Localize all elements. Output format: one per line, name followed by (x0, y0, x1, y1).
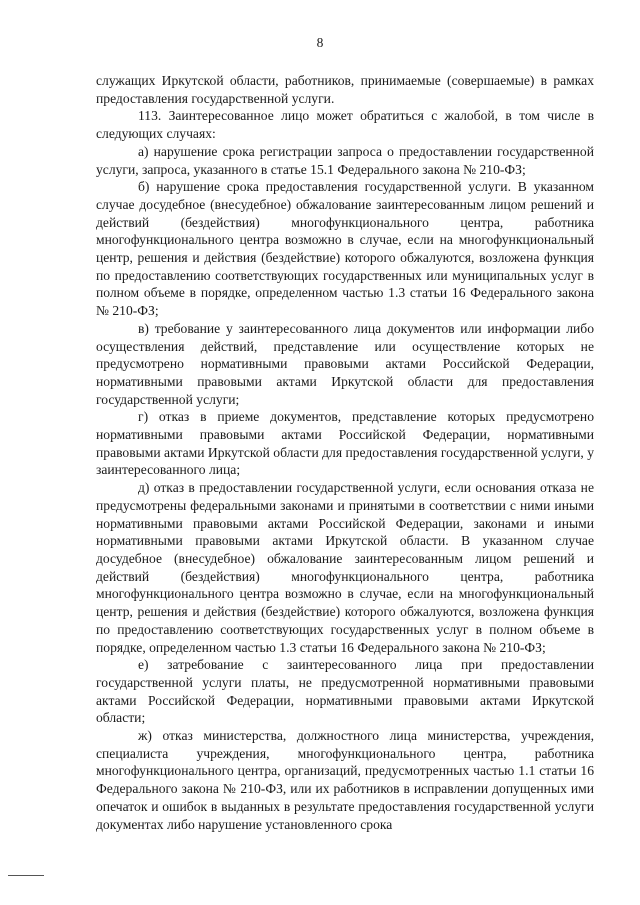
document-body (96, 72, 594, 833)
paragraph-continuation: служащих Иркутской области, работников, принимаемые (совершаемые) в рамках предоставления государственной услуги. (96, 73, 594, 106)
list-item-v: в) требование у заинтересованного лица документов или информации либо осуществления действий, представление или осуществление которых не предусмотрено нормативными правовыми актами Российской Федерации, нормативными правовыми актами Иркутской области для предоставления государственной услуги; (96, 320, 594, 407)
list-item-g: г) отказ в приеме документов, представление которых предусмотрено нормативными правовыми актами Российской Федерации, нормативными правовыми актами Иркутской области для предоставления государственной услуги, у заинтересованного лица; (96, 409, 595, 478)
list-item-zh: ж) отказ министерства, должностного лица министерства, учреждения, специалиста учреждения, многофункционального центра, работника многофункционального центра, организаций, предусмотренных частью 1.1 статьи 16 Федерального закона № 210-ФЗ, или их работников в исправлении допущенных ими опечаток и ошибок в выданных в результате предоставления государственной услуги документах либо нарушение установленного срока (96, 728, 594, 832)
list-item-a: а) нарушение срока регистрации запроса о предоставлении государственной услуги, запроса, указанного в статье 15.1 Федерального закона № 210-ФЗ; (96, 143, 594, 177)
list-item-e: е) затребование с заинтересованного лица при предоставлении государственной услуги платы, не предусмотренной нормативными правовыми актами Российской Федерации, нормативными правовыми актами Иркутской области; (96, 657, 594, 726)
paragraph-113: 113. Заинтересованное лицо может обратиться с жалобой, в том числе в следующих случаях: (96, 108, 594, 142)
footer-divider (8, 875, 44, 876)
list-item-b: б) нарушение срока предоставления государственной услуги. В указанном случае досудебное (внесудебное) обжалование заинтересованным лицом решений и действий (бездействия) многофункционального центра, работника многофункционального центра возможно в случае, если на многофункциональный центр, решения и действия (бездействие) которого обжалуются, возложена функция по предоставлению соответствующих государственных или муниципальных услуг в полном объеме в порядке, определенном частью 1.3 статьи 16 Федерального закона № 210-ФЗ; (96, 179, 594, 319)
list-item-d: д) отказ в предоставлении государственной услуги, если основания отказа не предусмотрены федеральными законами и принятыми в соответствии с ними иными нормативными правовыми актами Российской Федерации, законами и иными нормативными правовыми актами Иркутской области. В указанном случае досудебное (внесудебное) обжалование заинтересованным лицом решений и действий (бездействия) многофункционального центра, работника многофункционального центра возможно в случае, если на многофункциональный центр, решения и действия (бездействие) которого обжалуются, возложена функция по предоставлению соответствующих государственных услуг в полном объеме в порядке, определенном частью 1.3 статьи 16 Федерального закона № 210-ФЗ; (96, 480, 594, 655)
page-number: 8 (316, 35, 324, 50)
